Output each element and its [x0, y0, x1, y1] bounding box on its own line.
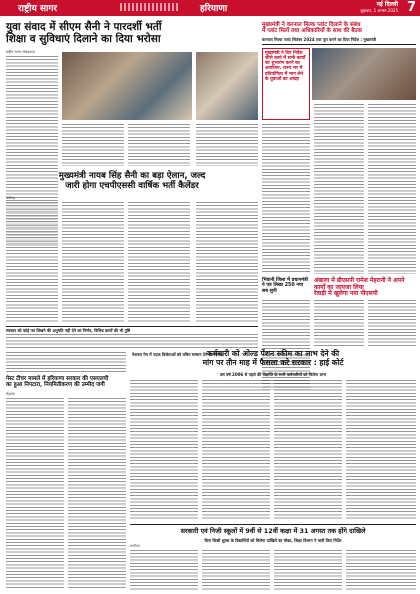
school-headline: सरकारी एवं निजी स्कूलों में 9वीं से 12वीं कक्षा में 31 अगस्त तक होंगे दाखिले	[180, 527, 366, 535]
edition-city: नई दिल्ली	[376, 1, 398, 8]
pension-line1: कर्मचारी को ओल्ड पेंशन स्कीम का लाभ देने की	[206, 349, 340, 358]
text-column	[128, 124, 190, 166]
byline: राष्ट्रीय सागर संवाददाता	[6, 50, 35, 54]
paper-name: राष्ट्रीय सागर	[18, 4, 58, 14]
section-name: हरियाणा	[200, 4, 228, 14]
divider	[130, 524, 416, 525]
edition-date: शुक्रवार, 1 अगस्त 2025	[360, 8, 398, 13]
lead-photo-2	[196, 52, 258, 120]
text-column	[274, 380, 342, 520]
guest-teacher-line1: गेस्ट टीचर मामले में हरियाणा सरकार की एसएलपी	[6, 376, 109, 382]
divider	[6, 326, 258, 327]
text-column	[314, 300, 364, 348]
text-column	[128, 202, 190, 322]
meeting-photo	[312, 48, 416, 100]
lead-headline-line2: शिक्षा व सुविधाएं दिलाने का दिया भरोसा	[6, 32, 161, 45]
guest-teacher-line2: का हुआ निपटारा, नियमितीकरण की उम्मीद जगी	[6, 382, 105, 389]
masthead-bar	[0, 0, 420, 16]
text-column	[368, 300, 416, 348]
masthead-ornament	[120, 3, 180, 11]
text-column	[62, 202, 124, 322]
page-number: 7	[406, 0, 416, 15]
text-column	[262, 124, 310, 274]
pension-headline	[130, 350, 416, 367]
text-column	[274, 550, 342, 590]
pension-subhead: उस वर्ष 2006 से पहले की विज्ञप्ति के सभी कर्मचारियों को मिलेगा लाभ	[219, 372, 327, 377]
ambala-line1: अंबाला में डीएसपी रामेश मेहरानी ने अपने कार्यों का जायजा लिया	[314, 277, 405, 291]
text-column	[346, 550, 416, 590]
text-column	[6, 334, 258, 350]
right-top-line2: में प्लांट मिलों तथा अधिकारियों के साथ की बैठक	[262, 28, 362, 35]
sports-headline: नेशनल गेम में पदक विजेताओं को उचित सम्मान देने का निर्णय	[132, 352, 223, 357]
byline: चंडीगढ़	[6, 196, 15, 200]
ambala-headline	[314, 278, 416, 298]
lead-photo	[62, 52, 192, 120]
text-column	[6, 398, 64, 590]
text-column	[314, 104, 364, 274]
school-subhead: बिना किसी शुल्क के विद्यार्थियों को मिलेगा दाखिले का मौका, शिक्षा विभाग ने जारी किए निर्देश	[204, 538, 342, 543]
lead-headline	[6, 22, 256, 46]
highlight-box-text: मुख्यमंत्री ने दिए निर्देश ज़ीरो कार्य में सभी कार्यों का शुभारंभ करने का आयोजन, राज्य भर में प्रतियोगिता में भाग लेने के युवाओं का आग्रह	[265, 51, 306, 82]
right-top-subhead: करनाल मिल्क प्लांट सितंबर 2024 तक पूरा करने का दिया निर्देश : मुख्यमंत्री	[262, 37, 377, 42]
text-column	[62, 124, 124, 166]
text-column	[202, 550, 270, 590]
lead-headline-line1: युवा संवाद में सीएम सैनी ने पारदर्शी भर्ती	[6, 21, 162, 33]
second-headline-line2: जारी होगा एचपीएससी वार्षिक भर्ती कैलेंडर	[65, 180, 199, 191]
text-column	[202, 380, 270, 520]
text-column	[196, 124, 258, 166]
divider	[262, 44, 416, 45]
pension-line2: मांग पर तीन माह में फैसला करे सरकार : हाई कोर्ट	[202, 357, 344, 367]
text-column	[68, 398, 126, 590]
byline: पानीपत	[130, 544, 140, 548]
text-column	[368, 104, 416, 274]
right-top-line1: मुख्यमंत्री ने करनाल मिल्क प्लांट दिलाने के संबंध	[262, 22, 361, 28]
text-column	[346, 380, 416, 520]
guest-teacher-headline	[6, 376, 128, 389]
strip-headline: सरकार को कोई पत्र लिखने की अनुमति नहीं देने का निर्णय, विभिन्न कार्यों की भी पुष्टि	[6, 328, 131, 333]
byline: रोहतक	[6, 392, 15, 396]
text-column	[130, 380, 198, 520]
mid-headline: भिवानी जिला में प्रधानमंत्री ने पत्र लिखा 250 नया सब सुनी	[262, 278, 308, 294]
highlight-box	[262, 48, 310, 120]
text-column	[6, 352, 126, 372]
second-headline	[6, 172, 258, 191]
right-top-headline	[262, 22, 416, 35]
second-headline-line1: मुख्यमंत्री नायब सिंह सैनी का बड़ा ऐलान, जल्द	[58, 171, 206, 181]
text-column	[196, 202, 258, 322]
text-column	[130, 550, 198, 590]
ambala-line2: रेवाड़ी में खुलेगा नया पीएसपी	[314, 290, 378, 298]
text-column	[6, 202, 58, 322]
